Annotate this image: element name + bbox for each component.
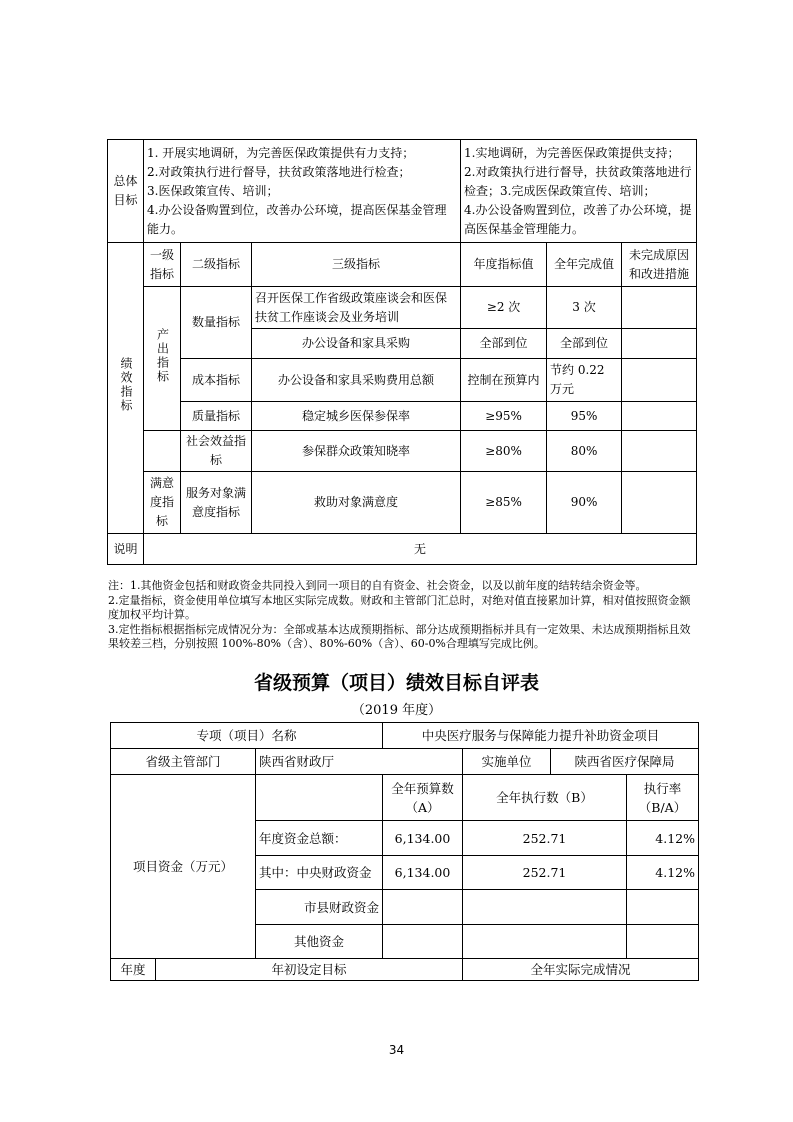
table-row: 252.71 — [463, 856, 627, 890]
table-row: 节约 0.22 万元 — [547, 359, 622, 402]
dept-label: 省级主管部门 — [111, 749, 256, 775]
table-row: 6,134.00 — [383, 821, 463, 856]
qty-label: 数量指标 — [181, 287, 252, 359]
self-evaluation-table — [110, 722, 699, 981]
header-level1: 一级指标 — [144, 243, 181, 287]
col-rate: 执行率 （B/A） — [627, 775, 699, 821]
table-row: 办公设备和家具采购 — [252, 329, 461, 359]
table-row: 召开医保工作省级政策座谈会和医保扶贫工作座谈会及业务培训 — [252, 287, 461, 329]
table-row — [622, 472, 697, 534]
col-budget: 全年预算数 （A） — [383, 775, 463, 821]
output-label: 产出指标 — [155, 327, 170, 384]
empty-cell — [144, 431, 181, 472]
impl-label: 实施单位 — [463, 749, 551, 775]
table-row — [463, 890, 627, 925]
table-row — [622, 431, 697, 472]
footnotes: 注：1.其他资金包括和财政资金共同投入到同一项目的自有资金、社会资金，以及以前年度的结转结余资金等。 2.定量指标，资金使用单位填写本地区实际完成数。财政和主管部门汇总时，对绝对值直接累加计算，相对值按照资金额度加权平均计算。 3.定性指标根据指标完成情况分为：全部或基本达成预期指标、部分达成预期指标并具有一定效果、未达成预期指标且效果较差三档，分别按照 100%-80%（含）、80%-60%（含）、60-0%合理填写完成比例。 — [108, 579, 691, 650]
table-row: 80% — [547, 431, 622, 472]
goal-label: 总体目标 — [108, 140, 144, 243]
table-row: ≥85% — [461, 472, 547, 534]
table-row: 6,134.00 — [383, 856, 463, 890]
header-target: 年度指标值 — [461, 243, 547, 287]
table-row: 95% — [547, 402, 622, 431]
header-level2: 二级指标 — [181, 243, 252, 287]
table-row — [622, 287, 697, 329]
table-row: ≥95% — [461, 402, 547, 431]
table-row: 参保群众政策知晓率 — [252, 431, 461, 472]
table-row: 4.12% — [627, 856, 699, 890]
table-row: ≥80% — [461, 431, 547, 472]
performance-table — [107, 139, 697, 565]
table-row — [383, 925, 463, 959]
table-row: 3 次 — [547, 287, 622, 329]
quality-label: 质量指标 — [181, 402, 252, 431]
col-exec: 全年执行数（B） — [463, 775, 627, 821]
table-row: 其他资金 — [256, 925, 383, 959]
table-row — [383, 890, 463, 925]
table-row: 市县财政资金 — [256, 890, 383, 925]
section-title: 省级预算（项目）绩效目标自评表 — [253, 672, 539, 694]
perf-label: 绩效指标 — [119, 357, 133, 413]
table-row: 年度资金总额： — [256, 821, 383, 856]
cost-label: 成本指标 — [181, 359, 252, 402]
table-row: 全部到位 — [547, 329, 622, 359]
dept-value: 陕西省财政厅 — [256, 749, 463, 775]
note-label: 说明 — [108, 534, 144, 565]
note-value: 无 — [144, 534, 697, 565]
project-label: 专项（项目）名称 — [111, 723, 383, 749]
table-row: ≥2 次 — [461, 287, 547, 329]
table-row: 办公设备和家具采购费用总额 — [252, 359, 461, 402]
table-row: 稳定城乡医保参保率 — [252, 402, 461, 431]
table-row: 252.71 — [463, 821, 627, 856]
header-reason: 未完成原因和改进措施 — [622, 243, 697, 287]
table-row: 其中：中央财政资金 — [256, 856, 383, 890]
actual-label: 全年实际完成情况 — [463, 959, 699, 981]
output-label-cell — [144, 287, 181, 431]
table-row: 救助对象满意度 — [252, 472, 461, 534]
goal-plan-cell: 1. 开展实地调研，为完善医保政策提供有力支持； 2.对政策执行进行督导，扶贫政策落地进行检查； 3.医保政策宣传、培训； 4.办公设备购置到位，改善办公环境，提高医保基金管理能力。 — [144, 140, 461, 243]
table-row — [627, 925, 699, 959]
table-row — [622, 402, 697, 431]
table-row: 90% — [547, 472, 622, 534]
year-label: 年度 — [111, 959, 156, 981]
social-label: 社会效益指标 — [181, 431, 252, 472]
project-name: 中央医疗服务与保障能力提升补助资金项目 — [383, 723, 699, 749]
perf-label-cell — [108, 243, 144, 534]
table-row — [463, 925, 627, 959]
header-actual: 全年完成值 — [547, 243, 622, 287]
page-number: 34 — [388, 1043, 405, 1057]
table-row — [622, 329, 697, 359]
service-label: 服务对象满意度指标 — [181, 472, 252, 534]
table-row — [622, 359, 697, 402]
fund-label: 项目资金（万元） — [111, 775, 256, 959]
header-level3: 三级指标 — [252, 243, 461, 287]
table-row — [627, 890, 699, 925]
table-row: 控制在预算内 — [461, 359, 547, 402]
table-row: 全部到位 — [461, 329, 547, 359]
goal-actual-cell: 1.实地调研，为完善医保政策提供支持； 2.对政策执行进行督导，扶贫政策落地进行检查；3.完成医保政策宣传、培训； 4.办公设备购置到位，改善了办公环境，提高医保基金管理能力。 — [461, 140, 697, 243]
satisfaction-label: 满意度指标 — [144, 472, 181, 534]
empty-cell — [256, 775, 383, 821]
impl-value: 陕西省医疗保障局 — [551, 749, 699, 775]
section-subtitle: （2019 年度） — [351, 703, 442, 718]
table-row: 4.12% — [627, 821, 699, 856]
target-label: 年初设定目标 — [156, 959, 463, 981]
